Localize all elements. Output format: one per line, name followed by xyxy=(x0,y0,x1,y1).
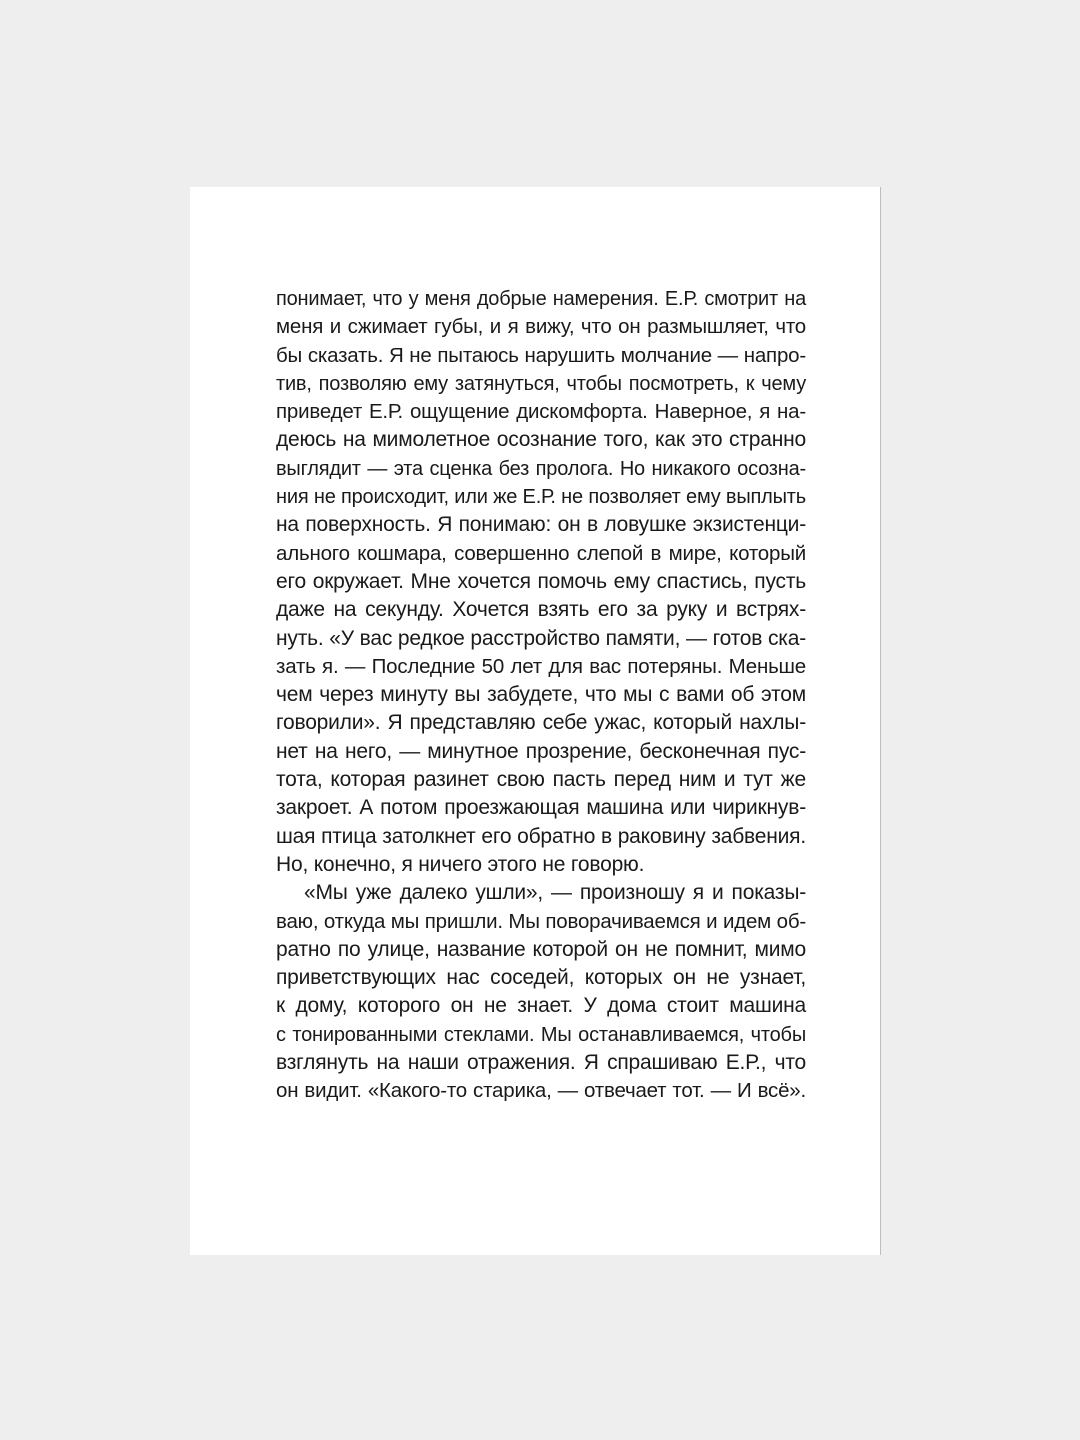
text-line: шая птица затолкнет его обратно в раковину забвения. xyxy=(276,824,806,848)
text-line: выглядит — эта сценка без пролога. Но никакого осозна- xyxy=(276,457,806,480)
text-line: нуть. «У вас редкое расстройство памяти, — готов ска- xyxy=(276,626,806,650)
text-line: нет на него, — минутное прозрение, бесконечная пус- xyxy=(276,739,806,763)
text-line: он видит. «Какого-то старика, — отвечает тот. — И всё». xyxy=(276,1079,806,1103)
book-page xyxy=(190,187,881,1255)
text-line: зать я. — Последние 50 лет для вас потеряны. Меньше xyxy=(276,654,806,678)
text-line: приветствующих нас соседей, которых он не узнает, xyxy=(276,966,806,990)
text-line: понимает, что у меня добрые намерения. Е.Р. смотрит на xyxy=(276,288,806,310)
text-line: закроет. А потом проезжающая машина или чирикнув- xyxy=(276,796,806,820)
text-line: ния не происходит, или же Е.Р. не позволяет ему выплыть xyxy=(276,486,806,509)
text-line: на поверхность. Я понимаю: он в ловушке экзистенци- xyxy=(276,513,806,537)
text-line: даже на секунду. Хочется взять его за руку и встрях- xyxy=(276,598,806,622)
text-line: чем через минуту вы забудете, что мы с вами об этом xyxy=(276,683,806,707)
text-line: ального кошмара, совершенно слепой в мире, который xyxy=(276,541,806,565)
text-line: ваю, откуда мы пришли. Мы поворачиваемся и идем об- xyxy=(276,909,806,933)
text-line: тив, позволяю ему затянуться, чтобы посмотреть, к чему xyxy=(276,372,806,395)
text-line: его окружает. Мне хочется помочь ему спастись, пусть xyxy=(276,569,806,593)
text-line: с тонированными стеклами. Мы останавливаемся, чтобы xyxy=(276,1023,806,1046)
text-line: тота, которая разинет свою пасть перед ним и тут же xyxy=(276,768,806,792)
paragraph-2 xyxy=(276,879,806,1105)
text-line: «Мы уже далеко ушли», — произношу я и показы- xyxy=(304,881,806,905)
text-line: приведет Е.Р. ощущение дискомфорта. Наверное, я на- xyxy=(276,400,806,424)
text-line: бы сказать. Я не пытаюсь нарушить молчание — напро- xyxy=(276,343,806,367)
text-line: ратно по улице, название которой он не помнит, мимо xyxy=(276,937,806,961)
paragraph-1 xyxy=(276,285,806,879)
text-line: деюсь на мимолетное осознание того, как это странно xyxy=(276,428,806,452)
text-line: Но, конечно, я ничего этого не говорю. xyxy=(276,852,645,876)
text-line: к дому, которого он не знает. У дома стоит машина xyxy=(276,994,806,1018)
text-line: говорили». Я представляю себе ужас, который нахлы- xyxy=(276,711,806,735)
text-line: взглянуть на наши отражения. Я спрашиваю Е.Р., что xyxy=(276,1051,806,1075)
text-line: меня и сжимает губы, и я вижу, что он размышляет, что xyxy=(276,315,806,339)
page-text xyxy=(276,285,806,1106)
